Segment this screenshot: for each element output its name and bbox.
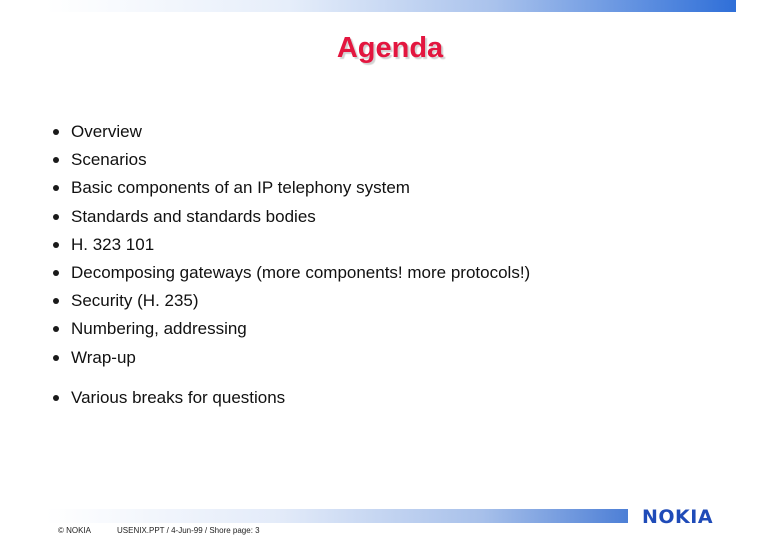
nokia-logo: NOKIA: [642, 506, 714, 528]
bullet-icon: [53, 214, 59, 220]
footer-file-info: USENIX.PPT / 4-Jun-99 / Shore page: 3: [117, 526, 260, 535]
bullet-icon: [53, 355, 59, 361]
bullet-icon: [53, 298, 59, 304]
bullet-icon: [53, 242, 59, 248]
agenda-item-label: H. 323 101: [71, 234, 155, 254]
agenda-item: [50, 231, 530, 259]
agenda-item-label: Numbering, addressing: [71, 319, 247, 339]
agenda-item: [50, 287, 530, 315]
extra-item-label: Various breaks for questions: [71, 388, 286, 407]
bullet-icon: [53, 395, 59, 401]
agenda-item: [50, 118, 530, 146]
agenda-item: [50, 174, 530, 202]
bullet-icon: [53, 129, 59, 135]
extra-list: [50, 384, 285, 412]
agenda-item: [50, 203, 530, 231]
bullet-icon: [53, 185, 59, 191]
agenda-item-label: Wrap-up: [71, 347, 136, 367]
footer-copyright: © NOKIA: [58, 526, 92, 535]
agenda-item: [50, 344, 530, 372]
agenda-item-label: Basic components of an IP telephony system: [71, 178, 410, 198]
agenda-item: [50, 146, 530, 174]
extra-item: [50, 384, 285, 412]
bullet-icon: [53, 326, 59, 332]
slide-title: Agenda: [336, 32, 444, 64]
top-gradient-bar: [46, 0, 736, 12]
agenda-item: [50, 259, 530, 287]
bottom-gradient-bar: [46, 509, 628, 523]
agenda-item-label: Scenarios: [71, 150, 147, 170]
agenda-item-label: Overview: [71, 122, 142, 142]
agenda-list: [50, 118, 530, 372]
agenda-item: [50, 315, 530, 343]
agenda-item-label: Decomposing gateways (more components! more protocols!): [71, 263, 531, 283]
agenda-item-label: Standards and standards bodies: [71, 206, 316, 226]
bullet-icon: [53, 157, 59, 163]
agenda-item-label: Security (H. 235): [71, 291, 199, 311]
bullet-icon: [53, 270, 59, 276]
